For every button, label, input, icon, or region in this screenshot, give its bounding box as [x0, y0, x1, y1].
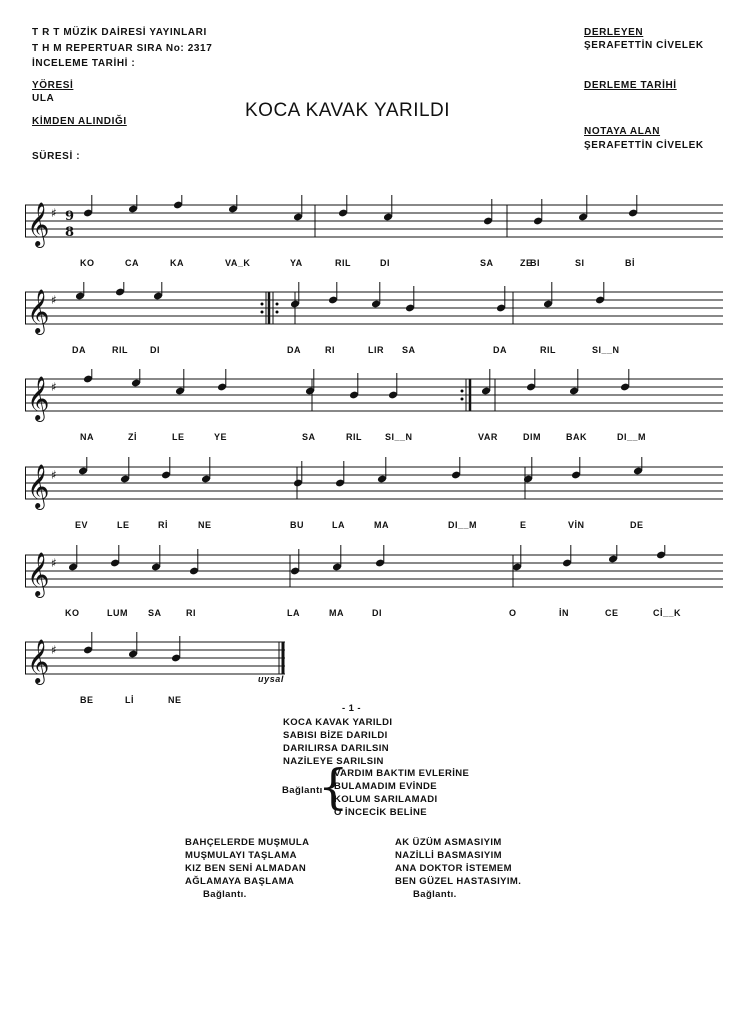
verse-baglanti: Bağlantı. [413, 889, 457, 900]
verse-line: BULAMADIM EVİNDE [334, 781, 437, 792]
svg-text:8: 8 [65, 225, 75, 240]
lyric-syllable: RIL [540, 345, 556, 355]
baglanti-block [334, 767, 469, 819]
lyric-syllable: DI [380, 258, 390, 268]
lyric-syllable: YE [214, 432, 228, 442]
verse-3 [395, 836, 521, 901]
lyric-syllable: Lİ [125, 695, 134, 705]
lyric-syllable: SI__N [385, 432, 413, 442]
lyric-syllable: BAK [566, 432, 587, 442]
lyric-syllable: RIL [335, 258, 351, 268]
verse-line: NAZİLEYE SARILSIN [283, 756, 384, 767]
verse-baglanti: Bağlantı. [203, 889, 247, 900]
lyric-syllable: EV [75, 520, 89, 530]
song-title: KOCA KAVAK YARILDI [245, 100, 451, 121]
verse-line: KOLUM SARILAMADI [334, 794, 438, 805]
lyric-syllable: DI__M [617, 432, 647, 442]
lyric-syllable: DA [72, 345, 86, 355]
lyric-syllable: KO [80, 258, 95, 268]
lyric-syllable: BI [530, 258, 540, 268]
lyric-syllable: SA [402, 345, 416, 355]
staff-row [25, 369, 725, 439]
lyric-syllable: VAR [478, 432, 498, 442]
lyric-syllable: MA [374, 520, 389, 530]
notaya-alan-value: ŞERAFETTİN CİVELEK [584, 140, 704, 151]
derleyen-value: ŞERAFETTİN CİVELEK [584, 40, 704, 51]
lyric-syllable: DI [150, 345, 160, 355]
header-line-3: İNCELEME TARİHİ : [32, 58, 136, 69]
svg-text:♯: ♯ [51, 380, 57, 394]
verse-line: KOCA KAVAK YARILDI [283, 717, 393, 728]
suresi-label: SÜRESİ : [32, 151, 81, 162]
verse-line: AĞLAMAYA BAŞLAMA [185, 876, 295, 887]
lyric-syllable: YA [290, 258, 303, 268]
lyric-syllable: SI [575, 258, 585, 268]
svg-text:♯: ♯ [51, 556, 57, 570]
svg-text:𝄞: 𝄞 [27, 376, 50, 420]
derleme-tarihi-label: DERLEME TARİHİ [584, 80, 677, 91]
lyric-syllable: LE [117, 520, 130, 530]
verse-line: DARILIRSA DARILSIN [283, 743, 390, 754]
kimden-label: KİMDEN ALINDIĞI [32, 116, 127, 127]
lyric-syllable: LE [172, 432, 185, 442]
lyric-syllable: DIM [523, 432, 541, 442]
lyric-syllable: VA_K [225, 258, 251, 268]
lyric-syllable: RIL [346, 432, 362, 442]
lyric-syllable: MA [329, 608, 344, 618]
svg-text:𝄞: 𝄞 [27, 202, 50, 246]
yoresi-label: YÖRESİ [32, 80, 74, 91]
staff-row [25, 632, 287, 702]
lyric-syllable: VİN [568, 520, 585, 530]
lyric-syllable: LA [287, 608, 300, 618]
lyric-syllable: CA [125, 258, 139, 268]
lyric-syllable: SA [148, 608, 162, 618]
header-line-2: T H M REPERTUAR SIRA No: 2317 [32, 43, 213, 54]
lyric-syllable: LUM [107, 608, 128, 618]
lyric-syllable: NE [198, 520, 212, 530]
brace-icon: { [318, 759, 349, 815]
lyric-syllable: KO [65, 608, 80, 618]
verse-line: AK ÜZÜM ASMASIYIM [395, 837, 502, 848]
verse-line: KIZ BEN SENİ ALMADAN [185, 863, 307, 874]
derleyen-label: DERLEYEN [584, 27, 644, 38]
lyric-syllable: SI__N [592, 345, 620, 355]
verse-line: BAHÇELERDE MUŞMULA [185, 837, 310, 848]
lyric-syllable: DA [493, 345, 507, 355]
svg-text:𝄞: 𝄞 [27, 464, 50, 508]
lyric-syllable: E [520, 520, 527, 530]
svg-text:♯: ♯ [51, 643, 57, 657]
lyric-syllable: Bİ [625, 258, 635, 268]
verse-number: - 1 - [342, 703, 361, 714]
lyric-syllable: BU [290, 520, 304, 530]
end-mark: uysal [258, 674, 285, 684]
lyric-syllable: LIR [368, 345, 384, 355]
lyric-syllable: SA [302, 432, 316, 442]
verse-line: ANA DOKTOR İSTEMEM [395, 863, 512, 874]
yoresi-value: ULA [32, 93, 55, 104]
verse-line: SABISI BİZE DARILDI [283, 730, 388, 741]
lyric-syllable: SA [480, 258, 494, 268]
svg-text:♯: ♯ [51, 206, 57, 220]
svg-text:𝄞: 𝄞 [27, 289, 50, 333]
verse-line: MUŞMULAYI TAŞLAMA [185, 850, 297, 861]
svg-text:♯: ♯ [51, 293, 57, 307]
staff-row [25, 282, 725, 352]
lyric-syllable: Zİ [128, 432, 137, 442]
lyric-syllable: BE [80, 695, 94, 705]
verse-line: VARDIM BAKTIM EVLERİNE [334, 768, 470, 779]
header-line-1: T R T MÜZİK DAİRESİ YAYINLARI [32, 27, 207, 38]
lyric-syllable: DI [372, 608, 382, 618]
verse-line: BEN GÜZEL HASTASIYIM. [395, 876, 522, 887]
lyric-syllable: LA [332, 520, 345, 530]
svg-text:9: 9 [65, 209, 75, 224]
svg-text:♯: ♯ [51, 468, 57, 482]
lyric-syllable: RI [186, 608, 196, 618]
lyric-syllable: NA [80, 432, 94, 442]
lyric-syllable: DE [630, 520, 644, 530]
staff-row [25, 545, 725, 615]
baglanti-label: Bağlantı [282, 785, 323, 796]
lyric-syllable: RIL [112, 345, 128, 355]
lyric-syllable: KA [170, 258, 184, 268]
verse-line: NAZİLLİ BASMASIYIM [395, 850, 502, 861]
staff-row [25, 457, 725, 527]
lyric-syllable: ZE [520, 258, 533, 268]
lyric-syllable: CE [605, 608, 619, 618]
lyric-syllable: DI__M [448, 520, 478, 530]
lyric-syllable: DA [287, 345, 301, 355]
lyric-syllable: NE [168, 695, 182, 705]
svg-text:𝄞: 𝄞 [27, 639, 50, 683]
lyric-syllable: Rİ [158, 520, 168, 530]
notaya-alan-label: NOTAYA ALAN [584, 126, 661, 137]
lyric-syllable: İN [559, 608, 569, 618]
lyric-syllable: RI [325, 345, 335, 355]
svg-text:𝄞: 𝄞 [27, 552, 50, 596]
lyric-syllable: O [509, 608, 517, 618]
staff-row [25, 195, 725, 265]
verse-2 [185, 836, 309, 901]
verse-line: O İNCECİK BELİNE [334, 807, 427, 818]
lyric-syllable: Cİ__K [653, 608, 682, 618]
